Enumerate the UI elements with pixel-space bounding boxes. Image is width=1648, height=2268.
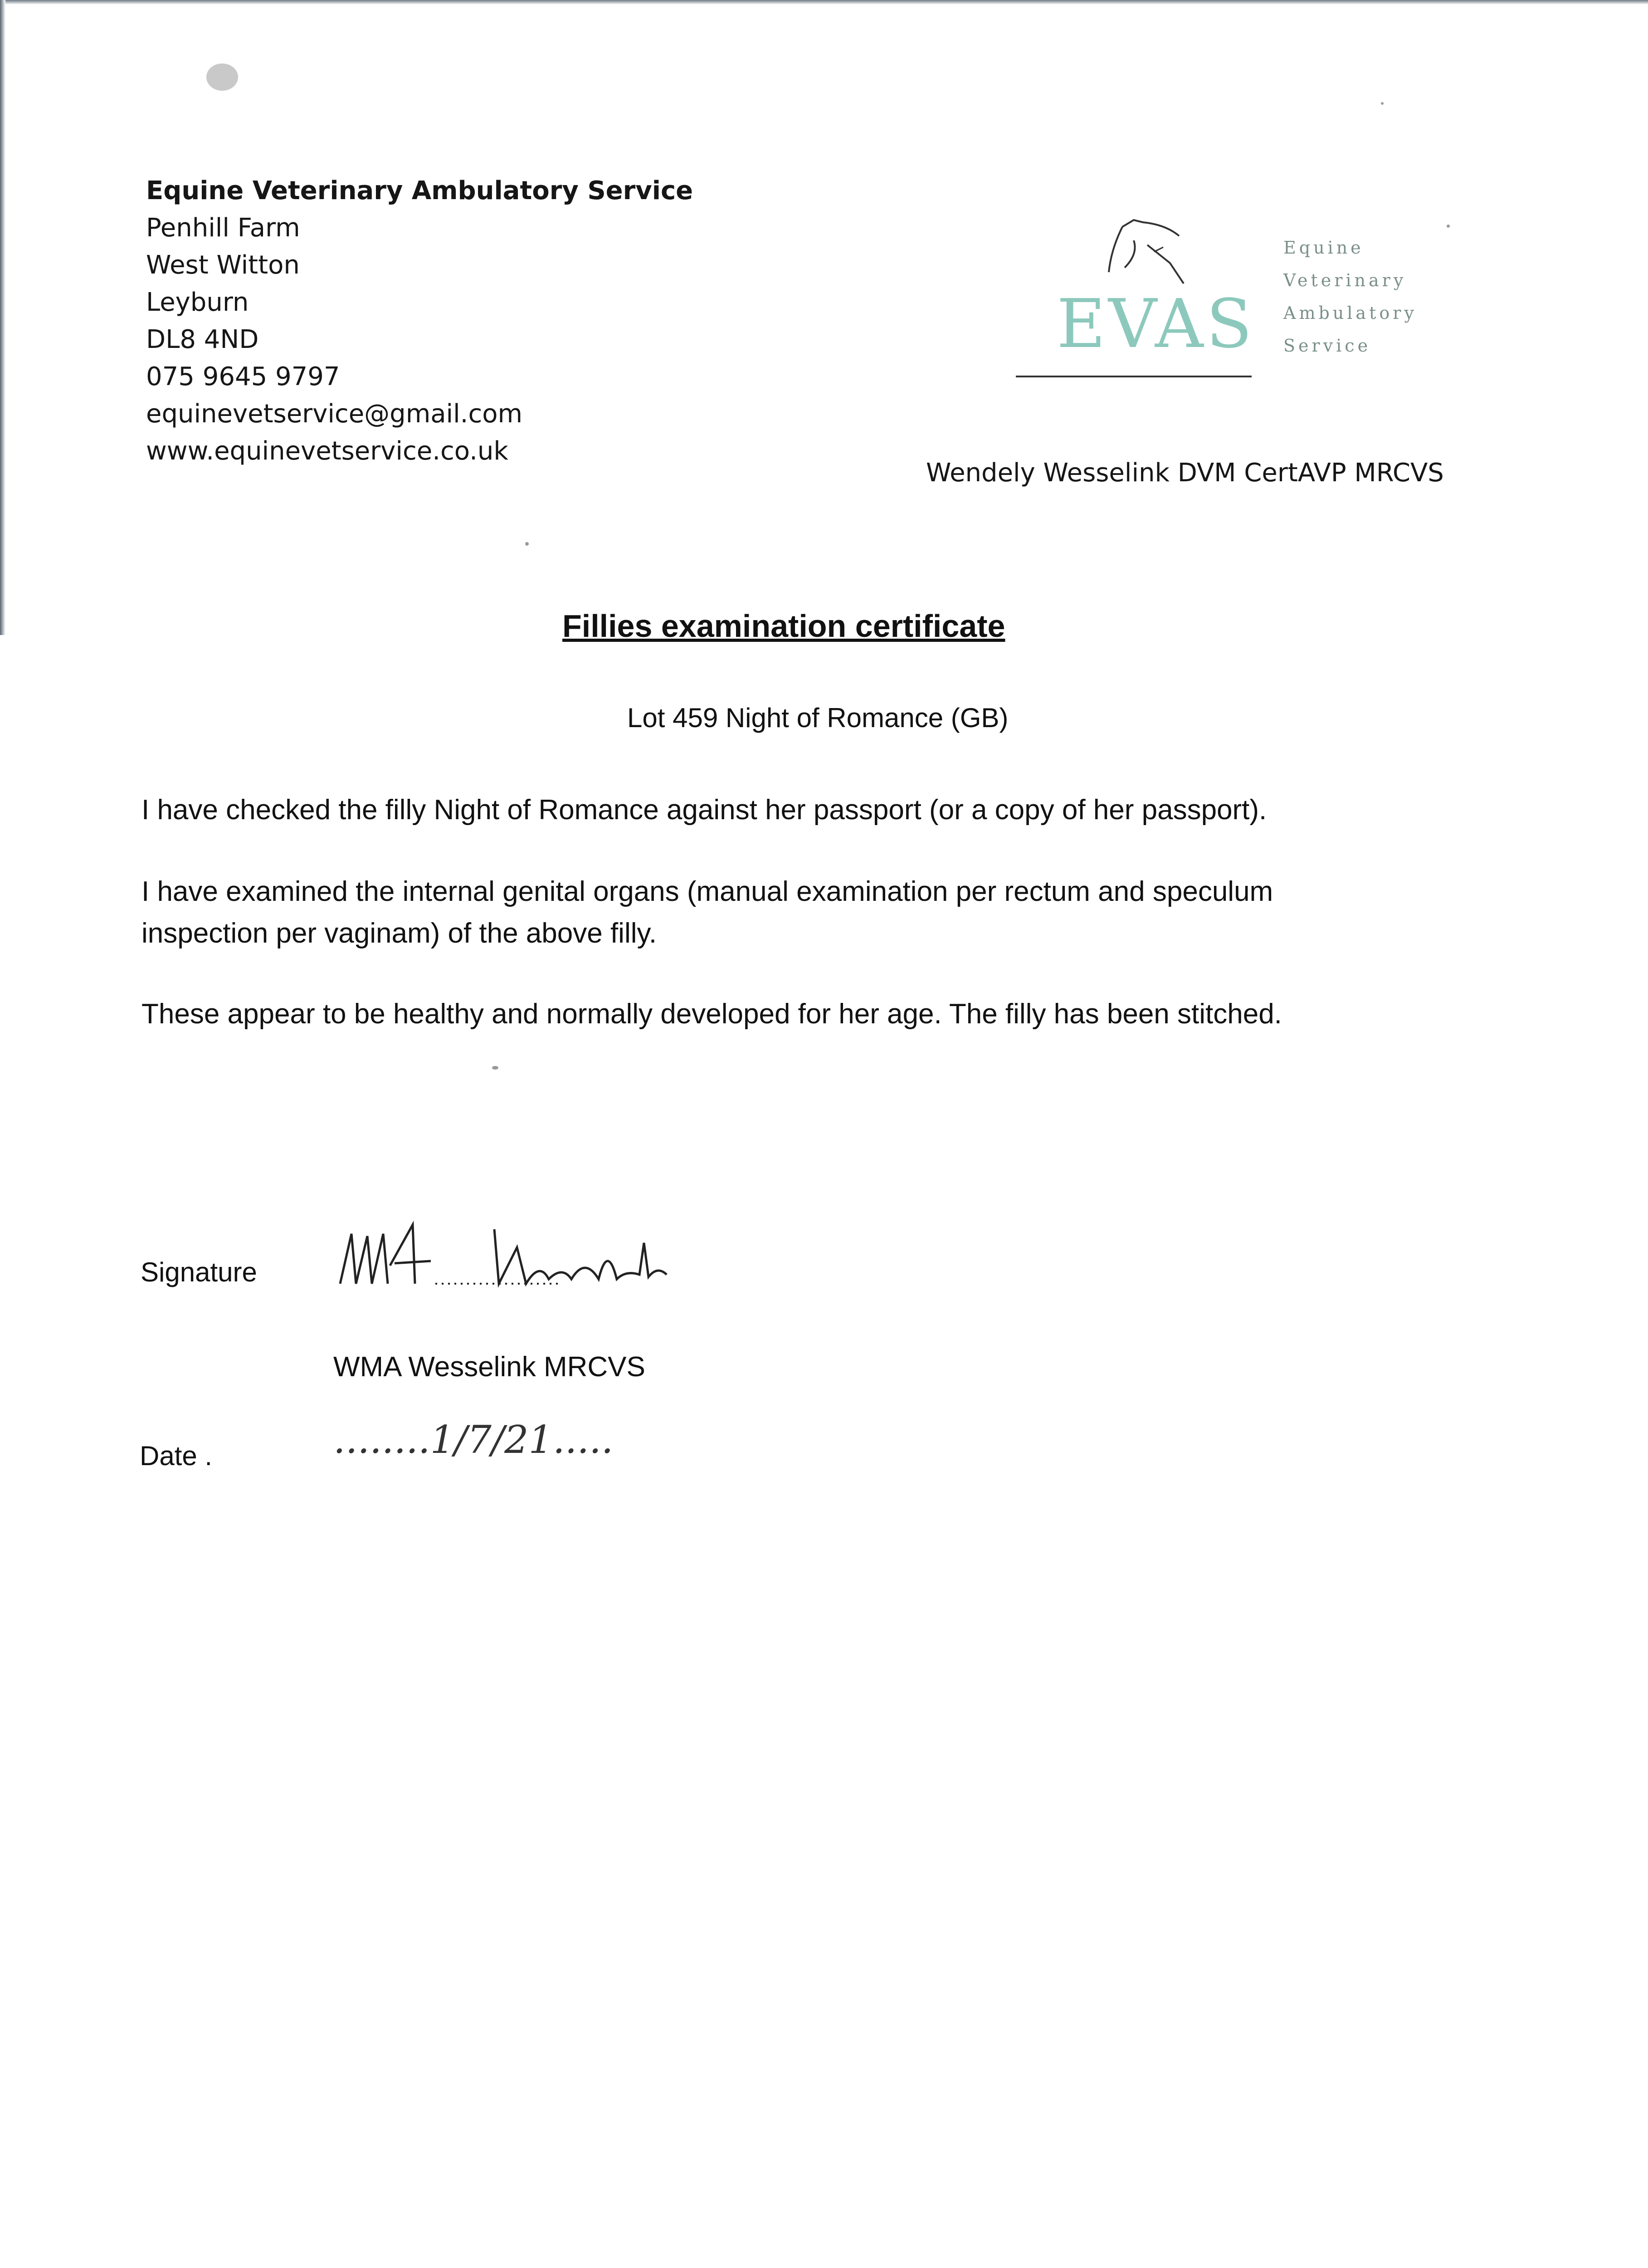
address-postcode: DL8 4ND [146, 325, 259, 354]
evas-logo [1016, 195, 1424, 386]
scan-edge-top [0, 0, 1648, 5]
vet-name: Wendely Wesselink DVM CertAVP MRCVS [926, 458, 1444, 488]
phone-number: 075 9645 9797 [146, 362, 340, 391]
letterhead-address [146, 172, 693, 470]
logo-words [1283, 231, 1417, 362]
paragraph-examination: I have examined the internal genital organs (manual examination per rectum and speculum inspection per vaginam) of the above filly. [141, 876, 1273, 949]
website-url: www.equinevetservice.co.uk [146, 436, 508, 466]
logo-word: Veterinary [1283, 270, 1407, 290]
scan-edge-left [0, 0, 5, 635]
company-name: Equine Veterinary Ambulatory Service [146, 176, 693, 205]
logo-word: Equine [1283, 238, 1364, 258]
certificate-title: Fillies examination certificate [562, 608, 1005, 644]
email-address: equinevetservice@gmail.com [146, 399, 523, 429]
paragraph-findings: These appear to be healthy and normally developed for her age. The filly has been stitched. [141, 998, 1282, 1030]
date-value: ........1/7/21..... [333, 1418, 614, 1462]
logo-divider [1016, 376, 1252, 377]
signer-name: WMA Wesselink MRCVS [333, 1351, 645, 1383]
scan-speck [1447, 225, 1450, 228]
handwritten-signature [327, 1216, 680, 1306]
scan-smudge [206, 64, 238, 91]
signature-label: Signature [141, 1257, 257, 1287]
paragraph-passport-check: I have checked the filly Night of Romance against her passport (or a copy of her passport). [141, 794, 1267, 826]
address-line: Leyburn [146, 288, 249, 317]
scan-speck [492, 1066, 498, 1070]
lot-line: Lot 459 Night of Romance (GB) [627, 703, 1009, 733]
address-line: Penhill Farm [146, 213, 300, 243]
logo-abbr: EVAS [1057, 285, 1255, 363]
logo-word: Ambulatory [1283, 303, 1417, 323]
scan-speck [1381, 102, 1384, 105]
address-line: West Witton [146, 250, 300, 280]
scan-speck [525, 542, 529, 546]
date-label: Date . [140, 1441, 213, 1471]
logo-word: Service [1283, 336, 1371, 356]
horse-head-icon [1079, 209, 1215, 290]
